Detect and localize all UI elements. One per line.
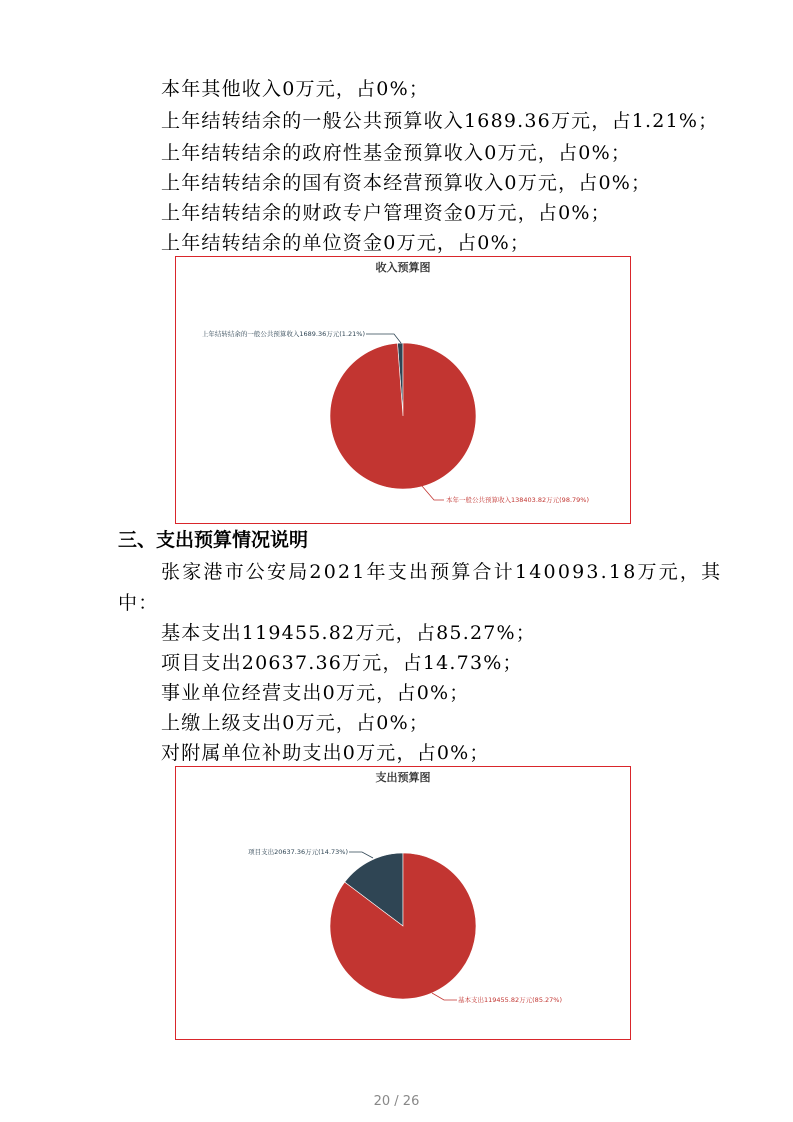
income-line-carryover-general: 上年结转结余的一般公共预算收入1689.36万元，占1.21%； [161,110,719,132]
expense-line-basic: 基本支出119455.82万元，占85.27%； [161,622,536,644]
expense-intro-line1: 张家港市公安局2021年支出预算合计140093.18万元，其 [161,561,723,583]
income-line-other: 本年其他收入0万元，占0%； [161,78,430,100]
expense-pie-slices [330,853,476,999]
expense-intro-line2: 中： [118,592,159,614]
expense-line-business: 事业单位经营支出0万元，占0%； [161,682,470,704]
expense-label-project: 项目支出20637.36万元(14.73%) [248,848,348,856]
expense-chart-title: 支出预算图 [375,771,431,784]
income-label-leader-current [422,486,444,500]
expense-pie-chart [176,767,630,1039]
expense-label-leader-project [349,852,373,858]
page-number: 20 / 26 [373,1094,420,1109]
expense-chart-frame [175,766,631,1040]
income-chart-title: 收入预算图 [375,261,431,274]
expense-line-subsidiary: 对附属单位补助支出0万元，占0%； [161,742,490,764]
income-label-carryover: 上年结转结余的一般公共预算收入1689.36万元(1.21%) [201,330,365,338]
section3-heading: 三、支出预算情况说明 [118,529,309,551]
income-line-carryover-special-account: 上年结转结余的财政专户管理资金0万元，占0%； [161,202,611,224]
expense-label-leader-basic [432,993,457,1000]
income-pie-slice-1 [330,343,476,489]
expense-label-basic: 基本支出119455.82万元(85.27%) [458,996,563,1004]
income-line-carryover-state-capital: 上年结转结余的国有资本经营预算收入0万元，占0%； [161,172,652,194]
expense-line-project: 项目支出20637.36万元，占14.73%； [161,652,523,674]
income-line-carryover-fund: 上年结转结余的政府性基金预算收入0万元，占0%； [161,142,632,164]
income-pie-chart [176,257,630,523]
income-pie-slices [330,343,476,489]
income-label-current: 本年一般公共预算收入138403.82万元(98.79%) [446,496,590,504]
income-line-carryover-unit-funds: 上年结转结余的单位资金0万元，占0%； [161,232,531,254]
expense-line-upper-level: 上缴上级支出0万元，占0%； [161,712,430,734]
income-label-leader-carryover [366,334,401,343]
income-chart-frame [175,256,631,524]
